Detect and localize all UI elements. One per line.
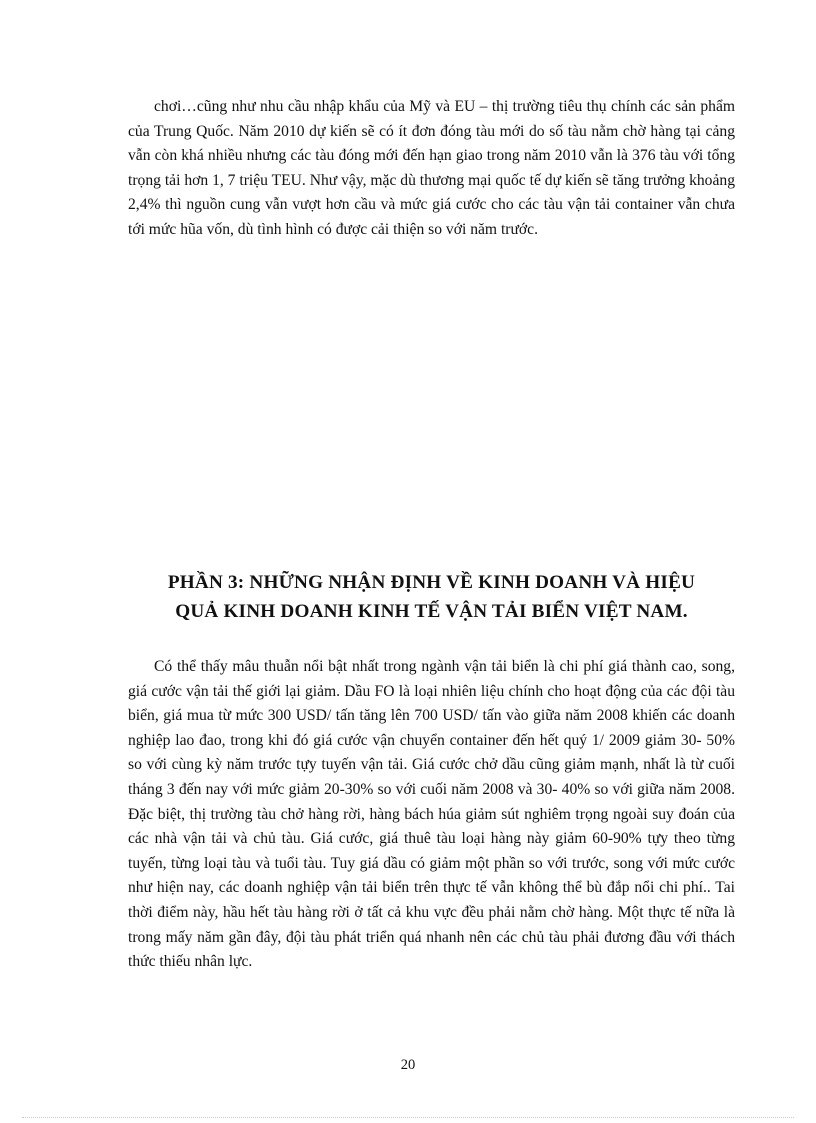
body-paragraph-section-3: Có thể thấy mâu thuẫn nổi bật nhất trong ngành vận tải biển là chi phí giá thành cao, song, giá cước vận tải thế giới lại giảm. Dầu FO là loại nhiên liệu chính cho hoạt động của các đội tàu biển, giá mua từ mức 300 USD/ tấn tăng lên 700 USD/ tấn vào giữa năm 2008 khiến các doanh nghiệp lao đao, trong khi đó giá cước vận chuyển container đến hết quý 1/ 2009 giảm 30- 50% so với cùng kỳ năm trước tựy tuyến vận tải. Giá cước chở dầu cũng giảm mạnh, nhất là từ cuối tháng 3 đến nay với mức giảm 20-30% so với cuối năm 2008 và 30- 40% so với giữa năm 2008. Đặc biệt, thị trường tàu chở hàng rời, hàng bách húa giảm sút nghiêm trọng ngoài suy đoán của các nhà vận tải và chủ tàu. Giá cước, giá thuê tàu loại hàng này giảm 60-90% tựy theo từng tuyến, từng loại tàu và tuổi tàu. Tuy giá dầu có giảm một phần so với trước, song với mức cước như hiện nay, các doanh nghiệp vận tải biển trên thực tế vẫn không thể bù đắp nổi chi phí.. Tai thời điểm này, hầu hết tàu hàng rời ở tất cả khu vực đều phải nằm chờ hàng. Một thực tế nữa là trong mấy năm gần đây, đội tàu phát triển quá nhanh nên các chủ tàu phải đương đầu với thách thức thiếu nhân lực. (128, 658, 735, 971)
section-heading-line-2: QUẢ KINH DOANH KINH TẾ VẬN TẢI BIỂN VIỆT NAM. (175, 601, 688, 622)
section-heading-line-1: PHẦN 3: NHỮNG NHẬN ĐỊNH VỀ KINH DOANH VÀ HIỆU (167, 572, 696, 593)
page-number: 20 (400, 1057, 416, 1073)
body-paragraph-continuation: chơi…cũng như nhu cầu nhập khẩu của Mỹ và EU – thị trường tiêu thụ chính các sản phẩm của Trung Quốc. Năm 2010 dự kiến sẽ có ít đơn đóng tàu mới do số tàu nằm chờ hàng tại cảng vẫn còn khá nhiều nhưng các tàu đóng mới đến hạn giao trong năm 2010 vẫn là 376 tàu với tổng trọng tải hơn 1, 7 triệu TEU. Như vậy, mặc dù thương mại quốc tế dự kiến sẽ tăng trưởng khoảng 2,4% thì nguồn cung vẫn vượt hơn cầu và mức giá cước cho các tàu vận tải container vẫn chưa tới mức hũa vốn, dù tình hình có được cải thiện so với năm trước. (128, 98, 735, 238)
section-heading (128, 568, 735, 626)
page-bottom-divider (22, 1117, 794, 1118)
